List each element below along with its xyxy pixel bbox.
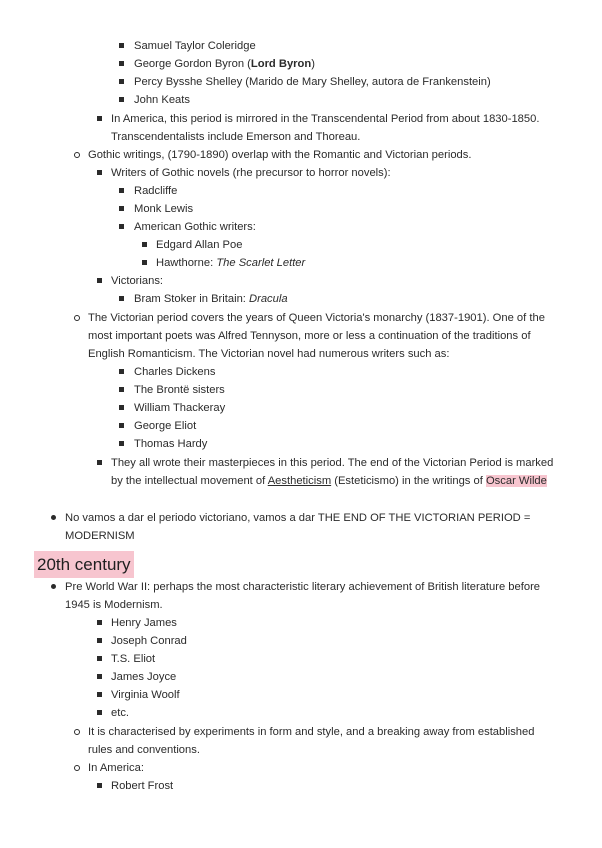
bullet-square-icon <box>97 278 102 283</box>
bullet-square-icon <box>97 692 102 697</box>
list-item: The Brontë sisters <box>134 384 225 396</box>
list-item: Edgard Allan Poe <box>156 239 243 251</box>
list-item: They all wrote their masterpieces in this period. The end of the Victorian Period is marked <box>111 457 554 469</box>
list-item: T.S. Eliot <box>111 653 156 665</box>
list-item: Henry James <box>111 617 177 629</box>
list-item: Writers of Gothic novels (rhe precursor to horror novels): <box>111 167 391 179</box>
bullet-circle-icon <box>74 765 80 771</box>
bullet-square-icon <box>119 188 124 193</box>
note-line: No vamos a dar el periodo victoriano, vamos a dar THE END OF THE VICTORIAN PERIOD = <box>65 512 531 524</box>
bullet-square-icon <box>119 405 124 410</box>
bullet-square-icon <box>97 710 102 715</box>
bullet-square-icon <box>119 441 124 446</box>
bullet-disc-icon <box>51 584 56 589</box>
bullet-square-icon <box>97 656 102 661</box>
paragraph-line: 1945 is Modernism. <box>65 599 163 611</box>
bullet-circle-icon <box>74 315 80 321</box>
bullet-square-icon <box>119 97 124 102</box>
list-item: Radcliffe <box>134 185 178 197</box>
list-item: American Gothic writers: <box>134 221 256 233</box>
highlight-oscar-wilde: Oscar Wilde <box>485 475 547 487</box>
list-item-continuation: Transcendentalists include Emerson and Thoreau. <box>111 131 361 143</box>
list-item: etc. <box>111 707 130 719</box>
bullet-circle-icon <box>74 152 80 158</box>
paragraph-line: The Victorian period covers the years of Queen Victoria's monarchy (1837-1901). One of the <box>88 312 545 324</box>
list-item: In America: <box>88 762 144 774</box>
bullet-square-icon <box>142 242 147 247</box>
list-item: Virginia Woolf <box>111 689 180 701</box>
list-item: In America, this period is mirrored in the Transcendental Period from about 1830-1850. <box>111 113 540 125</box>
paragraph-line: Pre World War II: perhaps the most characteristic literary achievement of British literature before <box>65 581 541 593</box>
aestheticism-term: Aestheticism <box>267 475 332 487</box>
bullet-square-icon <box>119 206 124 211</box>
list-item: Samuel Taylor Coleridge <box>134 40 256 52</box>
bullet-square-icon <box>97 460 102 465</box>
list-item: Bram Stoker in Britain: Dracula <box>134 293 288 305</box>
list-item: William Thackeray <box>134 402 226 414</box>
bullet-square-icon <box>97 170 102 175</box>
list-item: Robert Frost <box>111 780 174 792</box>
bullet-disc-icon <box>51 515 56 520</box>
bullet-square-icon <box>97 620 102 625</box>
list-item: George Gordon Byron (Lord Byron) <box>134 58 315 70</box>
bullet-square-icon <box>119 79 124 84</box>
bullet-square-icon <box>119 224 124 229</box>
bullet-square-icon <box>97 638 102 643</box>
list-item: Charles Dickens <box>134 366 216 378</box>
bullet-square-icon <box>119 423 124 428</box>
list-item: Joseph Conrad <box>111 635 187 647</box>
bullet-square-icon <box>97 783 102 788</box>
section-title: 20th century <box>34 551 134 578</box>
bullet-square-icon <box>119 369 124 374</box>
bullet-square-icon <box>119 296 124 301</box>
bullet-square-icon <box>119 387 124 392</box>
bullet-square-icon <box>119 61 124 66</box>
list-item: Percy Bysshe Shelley (Marido de Mary Shelley, autora de Frankenstein) <box>134 76 491 88</box>
list-item: Thomas Hardy <box>134 438 208 450</box>
list-item: Hawthorne: The Scarlet Letter <box>156 257 306 269</box>
list-item: Gothic writings, (1790-1890) overlap with the Romantic and Victorian periods. <box>88 149 472 161</box>
list-item: Monk Lewis <box>134 203 194 215</box>
bullet-square-icon <box>119 43 124 48</box>
list-item: John Keats <box>134 94 190 106</box>
bullet-square-icon <box>142 260 147 265</box>
paragraph-line: It is characterised by experiments in form and style, and a breaking away from established <box>88 726 535 738</box>
bullet-circle-icon <box>74 729 80 735</box>
paragraph-line: English Romanticism. The Victorian novel had numerous writers such as: <box>88 348 450 360</box>
bullet-square-icon <box>97 116 102 121</box>
list-item: James Joyce <box>111 671 177 683</box>
list-item: Victorians: <box>111 275 164 287</box>
note-line: MODERNISM <box>65 530 135 542</box>
list-item-continuation: by the intellectual movement of Aestheticism (Esteticismo) in the writings of Oscar Wilde <box>111 475 547 487</box>
paragraph-line: most important poets was Alfred Tennyson, more or less a continuation of the traditions of <box>88 330 531 342</box>
list-item: George Eliot <box>134 420 197 432</box>
paragraph-line: rules and conventions. <box>88 744 200 756</box>
bullet-square-icon <box>97 674 102 679</box>
